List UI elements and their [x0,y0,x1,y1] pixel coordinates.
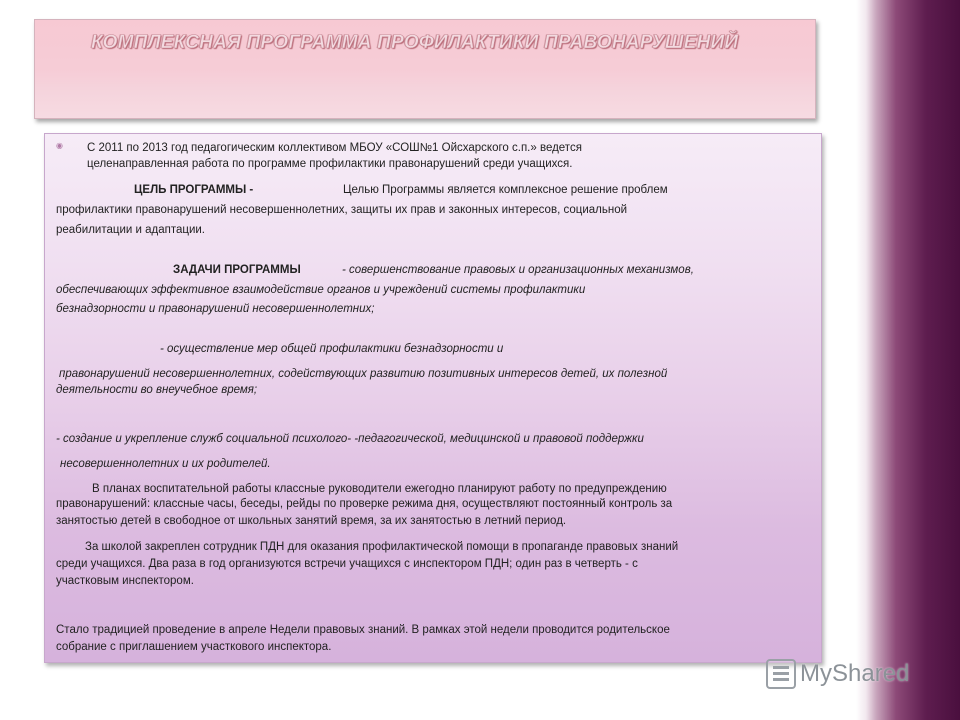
goal-label: ЦЕЛЬ ПРОГРАММЫ - [134,184,254,196]
pdn-line-2: среди учащихся. Два раза в год организуются встречи учащихся с инспектором ПДН; один раз в четверть - с [56,558,638,570]
task2-line-2: правонарушений несовершеннолетних, содействующих развитию позитивных интересов детей, их полезной [59,368,668,380]
pdn-line-3: участковым инспектором. [56,575,194,587]
tasks-label: ЗАДАЧИ ПРОГРАММЫ [173,264,301,276]
plans-line-1: В планах воспитательной работы классные руководители ежегодно планируют работу по предупреждению [92,483,667,495]
task2-line-3: деятельности во внеучебное время; [56,384,258,396]
goal-line-1: Целью Программы является комплексное решение проблем [343,184,668,196]
watermark-text: MyShared [800,660,910,687]
tradition-line-2: собрание с приглашением участкового инспектора. [56,641,332,653]
decorative-side-stripe [856,0,960,720]
myshared-watermark [766,656,909,692]
pdn-line-1: За школой закреплен сотрудник ПДН для оказания профилактической помощи в пропаганде правовых знаний [85,541,679,553]
tasks-line-3: безнадзорности и правонарушений несовершеннолетних; [56,303,375,315]
content-panel [44,133,822,663]
goal-line-2: профилактики правонарушений несовершеннолетних, защиты их прав и законных интересов, социальной [56,204,628,216]
tasks-line-1: - совершенствование правовых и организационных механизмов, [342,264,694,276]
intro-line-1: С 2011 по 2013 год педагогическим коллективом МБОУ «СОШ№1 Ойсхарского с.п.» ведется [87,142,582,154]
slide-title: КОМПЛЕКСНАЯ ПРОГРАММА ПРОФИЛАКТИКИ ПРАВОНАРУШЕНИЙ [91,32,739,53]
tradition-line-1: Стало традицией проведение в апреле Недели правовых знаний. В рамках этой недели проводится родительское [56,624,670,636]
intro-line-2: целенаправленная работа по программе профилактики правонарушений среди учащихся. [87,158,573,170]
goal-line-3: реабилитации и адаптации. [56,224,206,236]
title-panel [34,19,816,119]
bullet-icon: ◉ [56,141,63,150]
tasks-line-2: обеспечивающих эффективное взаимодействие органов и учреждений системы профилактики [56,284,586,296]
task2-line-1: - осуществление мер общей профилактики безнадзорности и [160,343,504,355]
task3-line-2: несовершеннолетних и их родителей. [60,458,271,470]
task3-line-1: - создание и укрепление служб социальной психолого- -педагогической, медицинской и правовой поддержки [56,433,644,445]
presentation-icon [766,659,796,689]
plans-line-3: занятостью детей в свободное от школьных занятий время, за их занятостью в летний период. [56,515,567,527]
plans-line-2: правонарушений: классные часы, беседы, рейды по проверке режима дня, осуществляют постоянный контроль за [56,498,673,510]
